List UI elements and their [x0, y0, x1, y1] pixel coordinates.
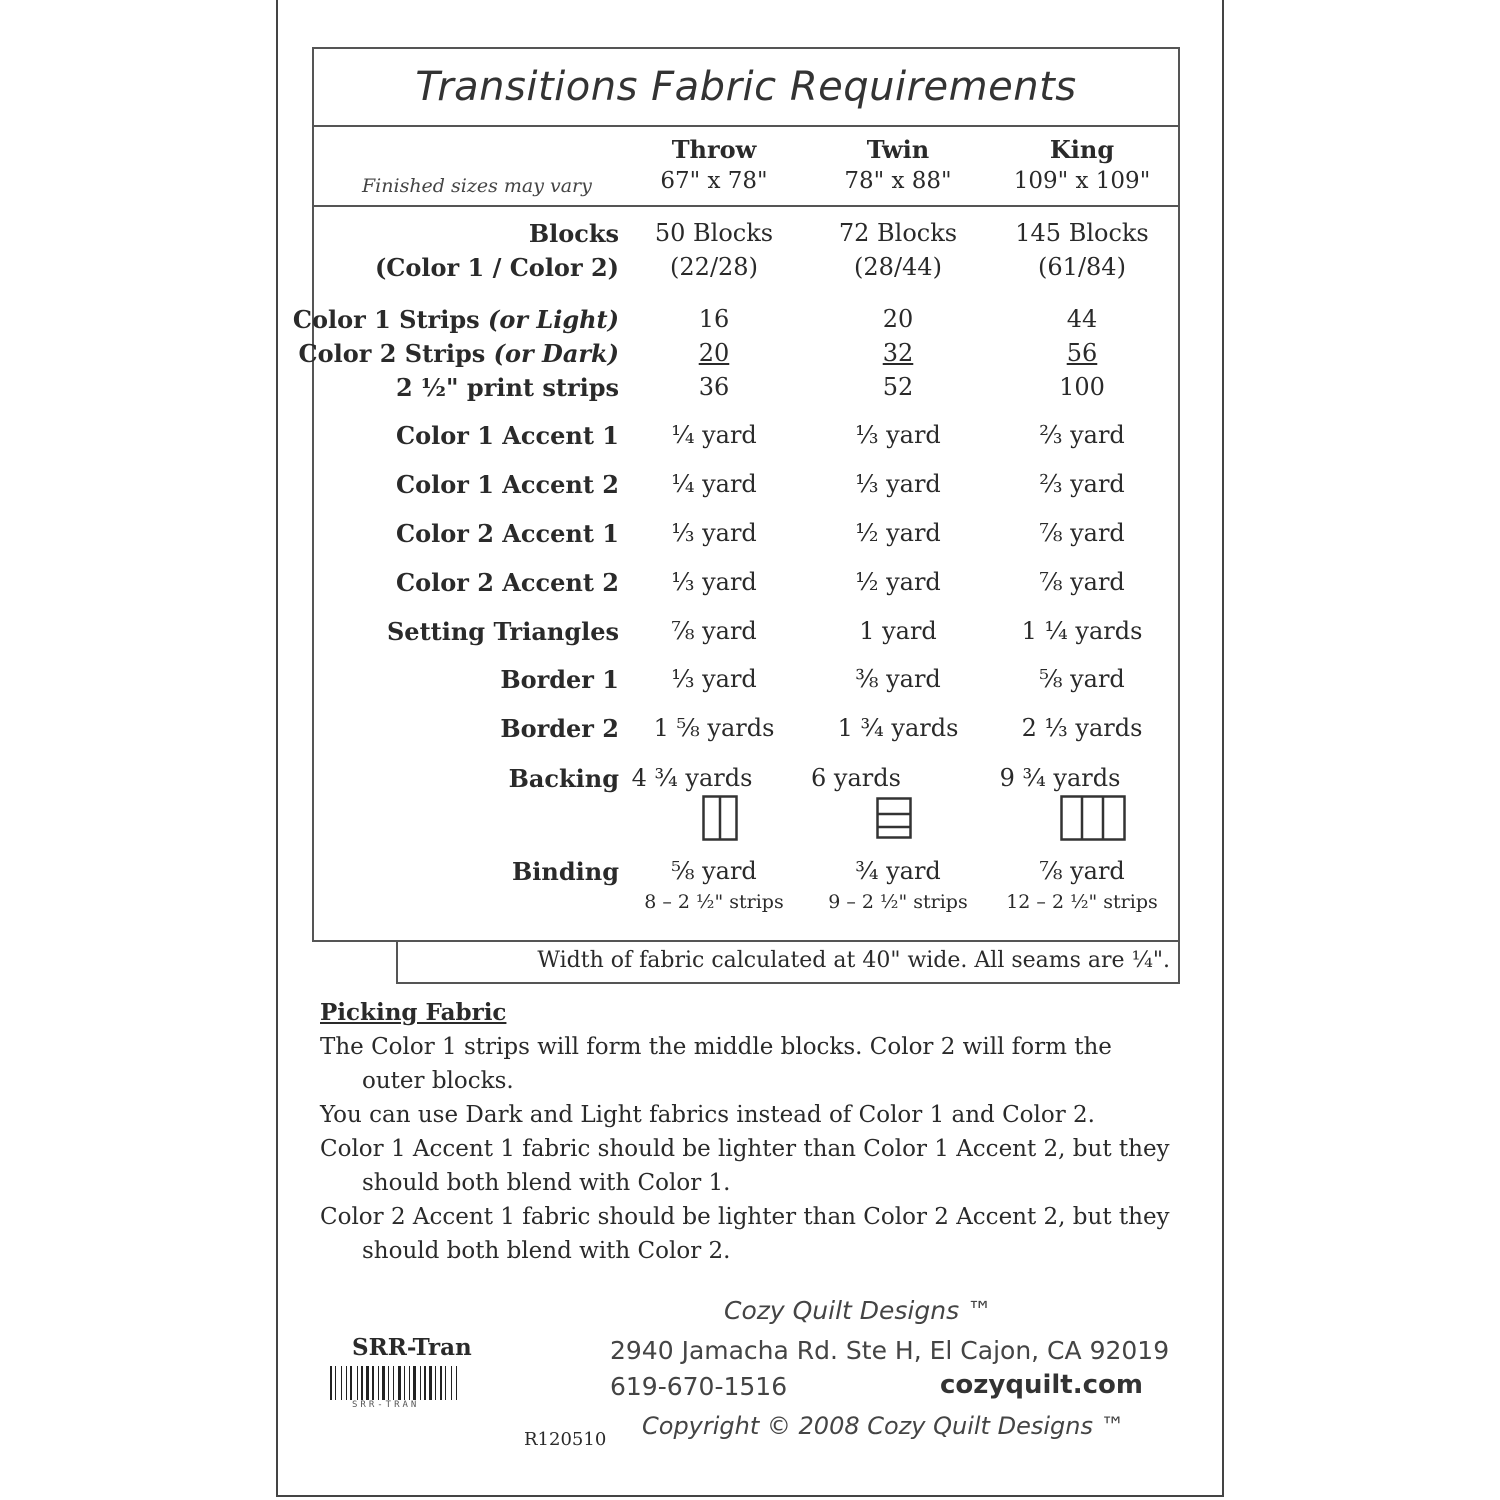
cell-value: ⅔ yard: [1039, 470, 1125, 498]
size-throw: [624, 135, 804, 194]
row-label: Border 1: [500, 665, 619, 694]
cell-value: ⅔ yard: [1039, 421, 1125, 449]
size-king: [992, 135, 1172, 194]
company-phone: 619-670-1516: [610, 1372, 788, 1401]
product-sku: SRR-Tran: [352, 1334, 472, 1361]
cell-blocks-king: 145 Blocks: [1015, 219, 1149, 247]
cell-value: ⅞ yard: [1039, 519, 1125, 547]
cell-blocks-throw: 50 Blocks: [654, 219, 774, 247]
copyright-notice: Copyright © 2008 Cozy Quilt Designs ™: [642, 1412, 1125, 1440]
cell-binding-strips: 8 – 2 ½" strips: [644, 891, 784, 913]
cell-c1strips-throw: 16: [698, 305, 730, 333]
cell-value: ⅓ yard: [855, 470, 941, 498]
cell-blocks-twin-split: (28/44): [854, 253, 942, 281]
row-label: Color 1 Accent 1: [396, 421, 619, 450]
cell-value: ⅞ yard: [671, 617, 757, 645]
cell-value: 1 ⅝ yards: [653, 714, 775, 742]
barcode: [330, 1366, 502, 1400]
row-label: Binding: [512, 857, 619, 886]
finished-sizes-note: Finished sizes may vary: [362, 175, 592, 197]
row-label: Color 1 Accent 2: [396, 470, 619, 499]
company-website: cozyquilt.com: [940, 1370, 1143, 1400]
cell-value: 4 ¾ yards: [631, 764, 753, 792]
cell-blocks-throw-split: (22/28): [670, 253, 758, 281]
cell-c2strips-twin: 32: [882, 339, 914, 367]
picking-fabric-section: [320, 996, 1180, 1268]
row-label: Color 2 Accent 1: [396, 519, 619, 548]
row-label: Color 2 Accent 2: [396, 568, 619, 597]
cell-blocks-twin: 72 Blocks: [838, 219, 958, 247]
size-header-row: [314, 127, 1178, 207]
revision-code: R120510: [524, 1429, 607, 1450]
three-panel-vertical-icon: [1060, 795, 1126, 841]
table-title: Transitions Fabric Requirements: [314, 49, 1178, 127]
cell-blocks-king-split: (61/84): [1038, 253, 1126, 281]
color1-strips-label: Color 1 Strips (or Light): [292, 305, 619, 334]
color2-strips-label: Color 2 Strips (or Dark): [298, 339, 619, 368]
cell-value: 2 ⅓ yards: [1021, 714, 1143, 742]
size-dimensions: 78" x 88": [844, 168, 952, 194]
cell-value: ⅜ yard: [855, 665, 941, 693]
row-label-sub: (Color 1 / Color 2): [374, 253, 619, 282]
cell-value: ⅝ yard: [671, 857, 757, 885]
cell-value: ⅞ yard: [1039, 857, 1125, 885]
paragraph: You can use Dark and Light fabrics instead of Color 1 and Color 2.: [320, 1102, 1095, 1128]
company-address: 2940 Jamacha Rd. Ste H, El Cajon, CA 92019: [610, 1336, 1170, 1365]
size-dimensions: 109" x 109": [1013, 168, 1151, 194]
cell-value: ⅓ yard: [671, 568, 757, 596]
cell-binding-strips: 12 – 2 ½" strips: [1006, 891, 1158, 913]
cell-binding-strips: 9 – 2 ½" strips: [828, 891, 968, 913]
fabric-requirements-table: [292, 47, 1180, 942]
cell-value: ⅞ yard: [1039, 568, 1125, 596]
cell-c1strips-twin: 20: [882, 305, 914, 333]
cell-value: ⅓ yard: [855, 421, 941, 449]
two-panel-vertical-icon: [702, 795, 738, 841]
cell-value: ¼ yard: [671, 421, 757, 449]
paragraph: Color 1 Accent 1 fabric should be lighter than Color 1 Accent 2, but they should both blend with Color 1.: [320, 1136, 1170, 1196]
size-name: Throw: [671, 135, 757, 164]
cell-value: 9 ¾ yards: [999, 764, 1121, 792]
cell-c2strips-king: 56: [1066, 339, 1098, 367]
cell-value: 1 yard: [859, 617, 937, 645]
row-label: Setting Triangles: [386, 617, 619, 646]
section-heading: Picking Fabric: [320, 999, 507, 1026]
fabric-width-note: Width of fabric calculated at 40" wide. All seams are ¼".: [396, 940, 1180, 984]
cell-value: ½ yard: [855, 568, 941, 596]
cell-value: ⅝ yard: [1039, 665, 1125, 693]
size-twin: [808, 135, 988, 194]
cell-value: 1 ¾ yards: [837, 714, 959, 742]
print-strips-label: 2 ½" print strips: [395, 373, 619, 402]
cell-printstrips-throw: 36: [698, 373, 730, 401]
row-label: Backing: [508, 764, 619, 793]
company-name: Cozy Quilt Designs ™: [724, 1296, 993, 1325]
size-name: King: [1049, 135, 1115, 164]
cell-value: 1 ¼ yards: [1021, 617, 1143, 645]
cell-c1strips-king: 44: [1066, 305, 1098, 333]
cell-value: ¼ yard: [671, 470, 757, 498]
cell-value: ⅓ yard: [671, 519, 757, 547]
cell-value: ¾ yard: [855, 857, 941, 885]
cell-c2strips-throw: 20: [698, 339, 730, 367]
paragraph: The Color 1 strips will form the middle blocks. Color 2 will form the outer blocks.: [320, 1034, 1112, 1094]
cell-printstrips-twin: 52: [882, 373, 914, 401]
paragraph: Color 2 Accent 1 fabric should be lighter than Color 2 Accent 2, but they should both blend with Color 2.: [320, 1204, 1170, 1264]
cell-value: ⅓ yard: [671, 665, 757, 693]
row-label: Blocks: [528, 219, 619, 248]
barcode-caption: SRR-TRAN: [352, 1400, 420, 1410]
cell-value: ½ yard: [855, 519, 941, 547]
size-name: Twin: [866, 135, 930, 164]
row-label: Border 2: [500, 714, 619, 743]
cell-value: 6 yards: [811, 764, 901, 792]
cell-printstrips-king: 100: [1059, 373, 1105, 401]
size-dimensions: 67" x 78": [660, 168, 768, 194]
three-panel-horizontal-icon: [876, 797, 912, 839]
